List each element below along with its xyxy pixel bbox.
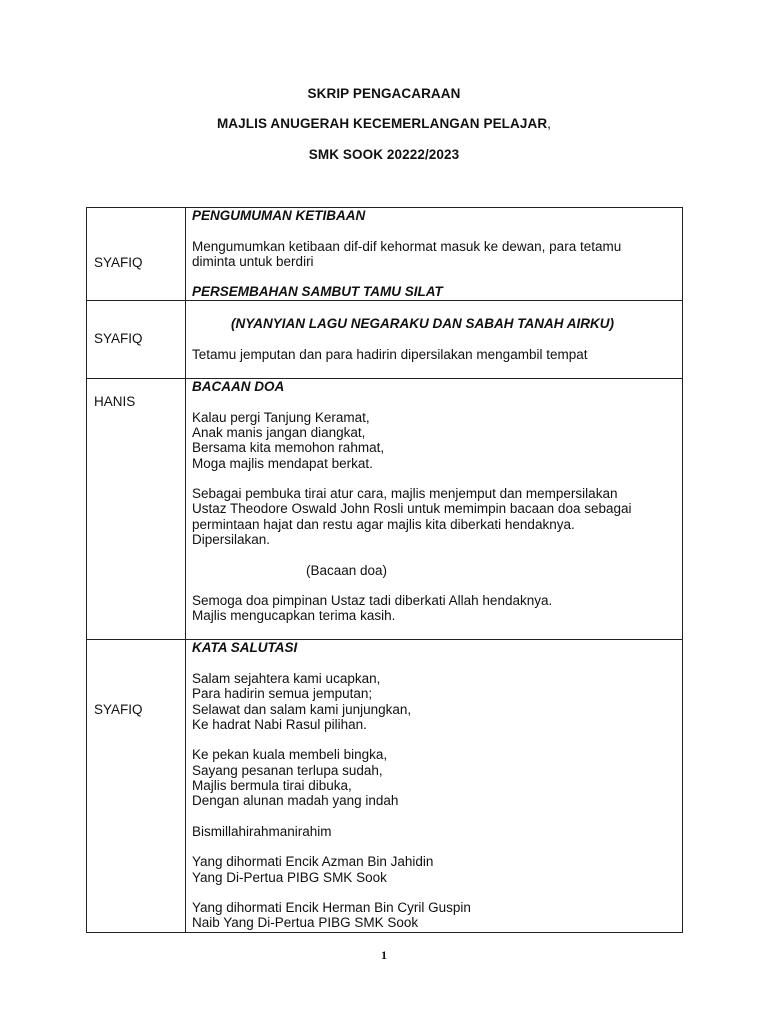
document-title: SKRIP PENGACARAAN — [307, 86, 461, 101]
script-line: Ustaz Theodore Oswald John Rosli untuk memimpin bacaan doa sebagai — [192, 501, 632, 516]
script-line: Salam sejahtera kami ucapkan, — [192, 671, 381, 686]
script-line: Mengumumkan ketibaan dif-dif kehormat masuk ke dewan, para tetamu — [192, 239, 622, 254]
speaker-name: HANIS — [94, 394, 136, 409]
script-line: Bersama kita memohon rahmat, — [192, 440, 385, 455]
script-line: Yang Di-Pertua PIBG SMK Sook — [192, 870, 387, 885]
table-row — [87, 379, 682, 640]
script-line: Semoga doa pimpinan Ustaz tadi diberkati Allah hendaknya. — [192, 593, 553, 608]
script-line: Yang dihormati Encik Herman Bin Cyril Guspin — [192, 900, 471, 915]
speaker-cell — [87, 208, 186, 300]
script-line: Para hadirin semua jemputan; — [192, 686, 373, 701]
content-cell — [186, 640, 682, 932]
section-heading: BACAAN DOA — [192, 379, 285, 394]
script-line: Ke pekan kuala membeli bingka, — [192, 747, 388, 762]
speaker-cell — [87, 640, 186, 932]
script-line: Kalau pergi Tanjung Keramat, — [192, 410, 370, 425]
section-heading: (NYANYIAN LAGU NEGARAKU DAN SABAH TANAH AIRKU) — [231, 316, 614, 331]
script-line: Sebagai pembuka tirai atur cara, majlis menjemput dan mempersilakan — [192, 486, 618, 501]
script-line: Selawat dan salam kami junjungkan, — [192, 702, 412, 717]
script-line: Tetamu jemputan dan para hadirin dipersilakan mengambil tempat — [192, 347, 588, 362]
speaker-name: SYAFIQ — [94, 702, 143, 717]
speaker-cell — [87, 379, 186, 639]
speaker-cell — [87, 301, 186, 378]
content-cell — [186, 208, 682, 300]
script-line: Dengan alunan madah yang indah — [192, 793, 399, 808]
script-table — [86, 207, 683, 933]
script-line: Dipersilakan. — [192, 532, 271, 547]
script-line: permintaan hajat dan restu agar majlis kita diberkati hendaknya. — [192, 517, 575, 532]
event-title — [0, 116, 768, 131]
section-heading: KATA SALUTASI — [192, 640, 298, 655]
script-line: Yang dihormati Encik Azman Bin Jahidin — [192, 854, 434, 869]
table-row — [87, 301, 682, 379]
script-line: Anak manis jangan diangkat, — [192, 425, 366, 440]
content-cell — [186, 379, 682, 639]
table-row — [87, 208, 682, 301]
script-line: diminta untuk berdiri — [192, 254, 314, 269]
script-line: Bismillahirahmanirahim — [192, 824, 332, 839]
script-line: Ke hadrat Nabi Rasul pilihan. — [192, 717, 367, 732]
event-title-comma: , — [547, 116, 552, 131]
script-line: Moga majlis mendapat berkat. — [192, 456, 373, 471]
speaker-name: SYAFIQ — [94, 255, 143, 270]
page-number: 1 — [381, 948, 387, 962]
section-heading: PERSEMBAHAN SAMBUT TAMU SILAT — [192, 284, 443, 299]
section-heading: PENGUMUMAN KETIBAAN — [192, 208, 366, 223]
script-line: (Bacaan doa) — [306, 563, 388, 578]
event-title-text: MAJLIS ANUGERAH KECEMERLANGAN PELAJAR — [216, 116, 548, 131]
script-line: Majlis mengucapkan terima kasih. — [192, 608, 396, 623]
script-line: Naib Yang Di-Pertua PIBG SMK Sook — [192, 915, 419, 930]
table-row — [87, 640, 682, 932]
school-year-title: SMK SOOK 20222/2023 — [308, 147, 460, 162]
content-cell — [186, 301, 682, 378]
script-line: Majlis bermula tirai dibuka, — [192, 778, 352, 793]
script-line: Sayang pesanan terlupa sudah, — [192, 763, 383, 778]
speaker-name: SYAFIQ — [94, 331, 143, 346]
